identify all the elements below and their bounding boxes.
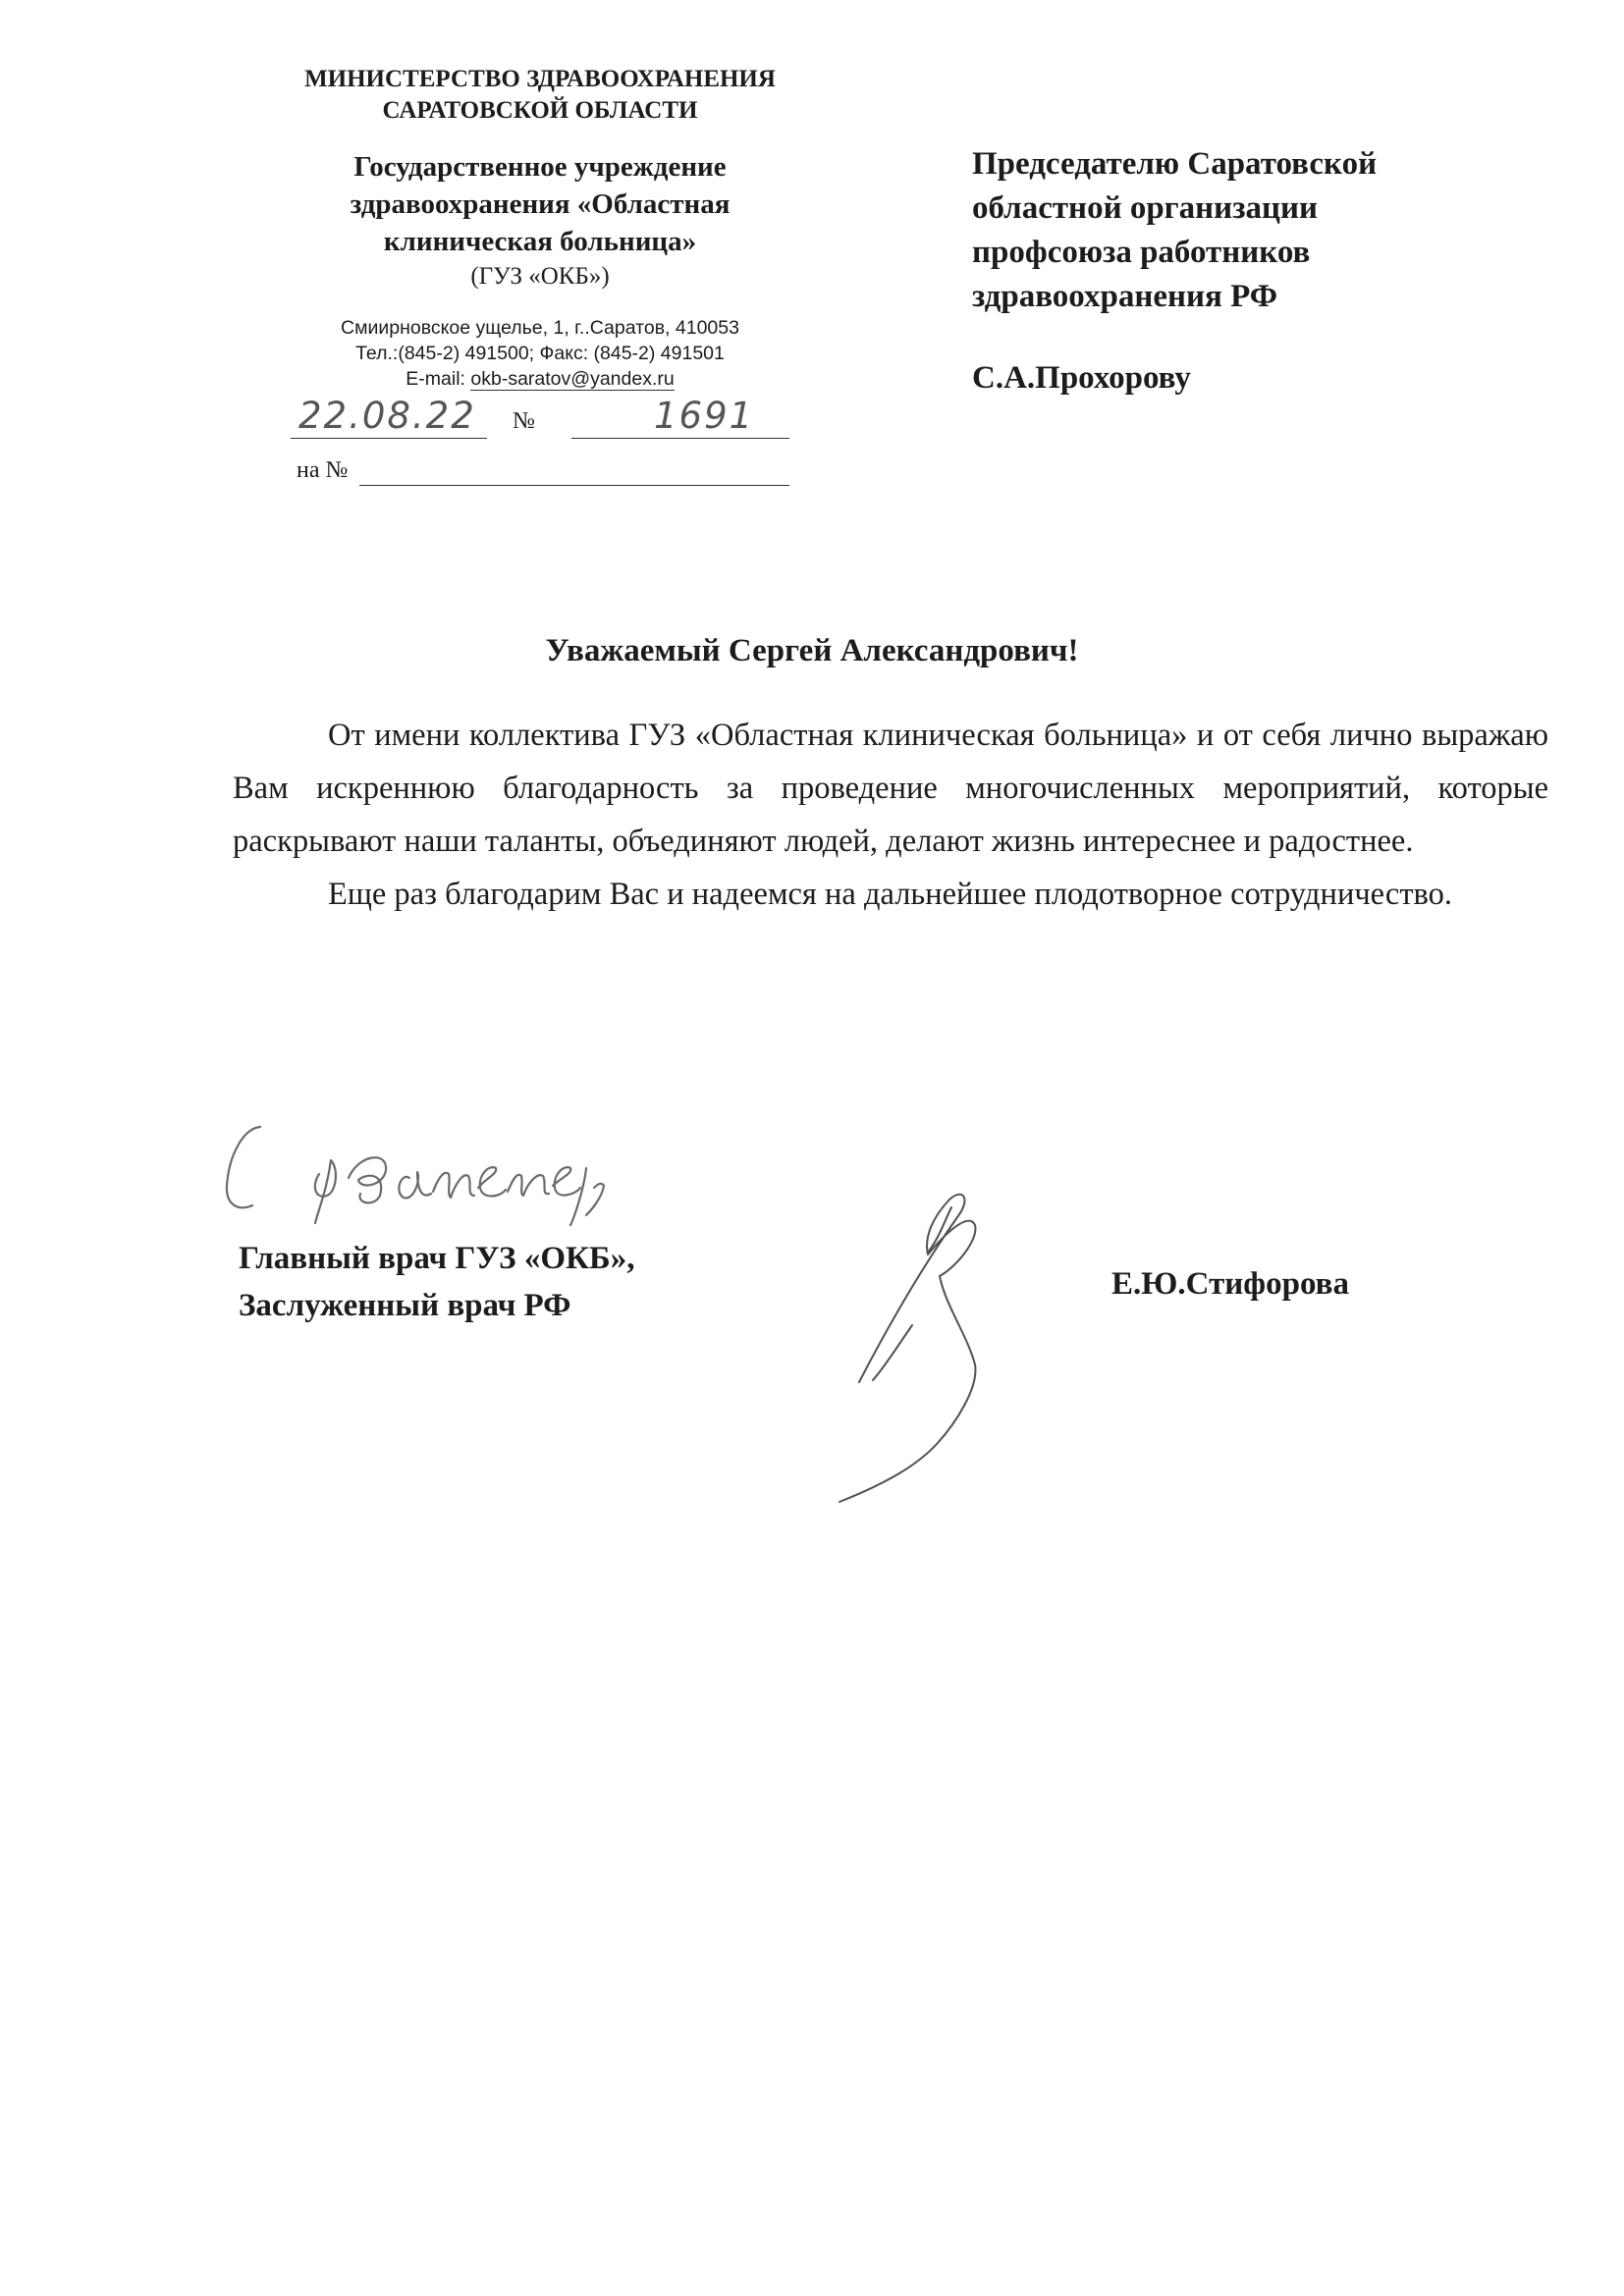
institution-name [250, 148, 830, 260]
post-line: Заслуженный врач РФ [239, 1288, 571, 1323]
body-paragraph: Еще раз благодарим Вас и надеемся на дальнейшее плодотворное сотрудничество. [328, 877, 1453, 912]
addressee [972, 142, 1522, 400]
addressee-line: областной организации [972, 190, 1318, 226]
signatory-post [239, 1235, 828, 1329]
signatory-name: Е.Ю.Стифорова [1111, 1266, 1349, 1302]
number-label: № [513, 408, 535, 434]
ministry-line: САРАТОВСКОЙ ОБЛАСТИ [382, 97, 698, 124]
post-line: Главный врач ГУЗ «ОКБ», [239, 1241, 635, 1276]
email-label: E-mail: [406, 368, 465, 390]
institution-line: Государственное учреждение [353, 151, 727, 183]
phones: Тел.:(845-2) 491500; Факс: (845-2) 491501 [355, 343, 725, 364]
handwritten-signature [830, 1178, 1065, 1512]
address: Смиирновское ущелье, 1, г..Саратов, 410053 [341, 317, 739, 339]
institution-line: клиническая больница» [383, 226, 697, 257]
reply-underline [359, 485, 789, 486]
outgoing-date-number [291, 395, 801, 439]
institution-short-name: (ГУЗ «ОКБ») [470, 263, 610, 290]
ministry-name [250, 64, 830, 127]
body-paragraph: От имени коллектива ГУЗ «Областная клиническая больница» и от себя лично выражаю Вам искреннюю благодарность за проведение многочисленных мероприятий, которые раскрывают наши таланты, объединяют людей, делают жизнь интереснее и радостнее. [233, 718, 1548, 859]
letterhead [250, 64, 830, 392]
addressee-name: С.А.Прохорову [972, 360, 1191, 396]
addressee-line: профсоюза работников [972, 235, 1311, 270]
outgoing-date: 22.08.22 [298, 395, 476, 437]
reply-to-number [291, 447, 801, 486]
handwritten-closing [221, 1109, 751, 1227]
reply-label: на № [297, 457, 349, 483]
date-underline [291, 438, 487, 439]
number-underline [571, 438, 789, 439]
letter-body [233, 709, 1548, 921]
email-line [250, 366, 830, 392]
addressee-line: здравоохранения РФ [972, 279, 1278, 314]
email-address: okb-saratov@yandex.ru [470, 368, 675, 390]
salutation: Уважаемый Сергей Александрович! [545, 633, 1079, 668]
institution-line: здравоохранения «Областная [350, 188, 731, 220]
contacts [250, 315, 830, 392]
outgoing-number: 1691 [654, 395, 755, 437]
ministry-line: МИНИСТЕРСТВО ЗДРАВООХРАНЕНИЯ [304, 66, 776, 92]
addressee-line: Председателю Саратовской [972, 146, 1378, 182]
